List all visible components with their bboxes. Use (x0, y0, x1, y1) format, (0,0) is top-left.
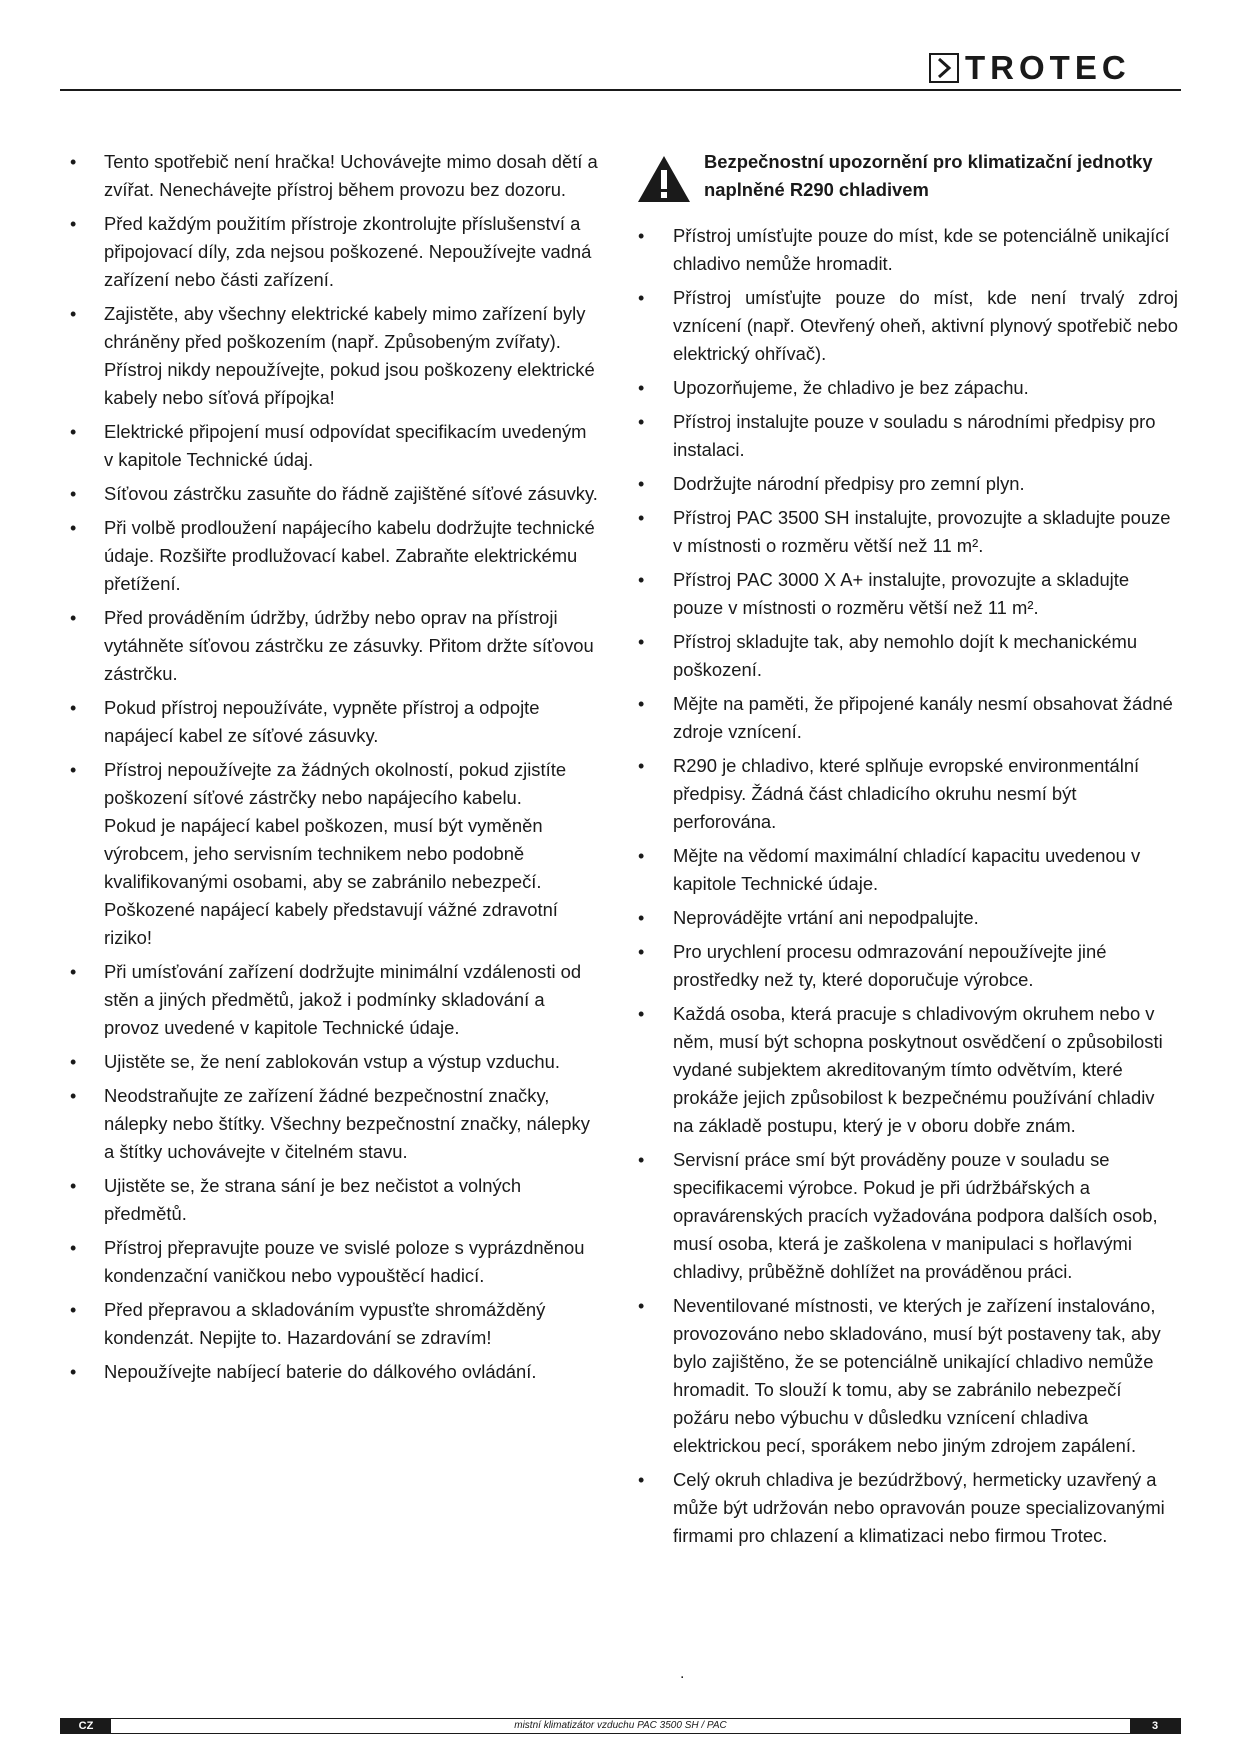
list-item: • Mějte na vědomí maximální chladící kapacitu uvedenou v kapitole Technické údaje. (636, 842, 1178, 898)
left-column (68, 148, 600, 1392)
list-item: • Tento spotřebič není hračka! Uchovávejte mimo dosah dětí a zvířat. Nenechávejte přístroj během provozu bez dozoru. (68, 148, 600, 204)
list-item: • Mějte na paměti, že připojené kanály nesmí obsahovat žádné zdroje vznícení. (636, 690, 1178, 746)
list-item: • Dodržujte národní předpisy pro zemní plyn. (636, 470, 1178, 498)
list-item: • Pokud přístroj nepoužíváte, vypněte přístroj a odpojte napájecí kabel ze síťové zásuvky. (68, 694, 600, 750)
right-column (636, 148, 1178, 1556)
list-item: • Každá osoba, která pracuje s chladivovým okruhem nebo v něm, musí být schopna poskytnout osvědčení o způsobilosti vydané subjektem akreditovaným tímto odvětvím, které prokáže jejich způsobilost k bezpečnému používání chladiv na základě postupu, který je v oboru dobře znám. (636, 1000, 1178, 1140)
list-item: • Servisní práce smí být prováděny pouze v souladu se specifikacemi výrobce. Pokud je při údržbářských a opravárenských pracích vyžadována podpora dalších osob, musí osoba, která je zaškolena v manipulaci s hořlavými chladivy, průběžně dohlížet na prováděnou práci. (636, 1146, 1178, 1286)
list-item: • Neodstraňujte ze zařízení žádné bezpečnostní značky, nálepky nebo štítky. Všechny bezpečnostní značky, nálepky a štítky uchovávejte v čitelném stavu. (68, 1082, 600, 1166)
list-item: • Celý okruh chladiva je bezúdržbový, hermeticky uzavřený a může být udržován nebo opravován pouze specializovanými firmami pro chlazení a klimatizaci nebo firmou Trotec. (636, 1466, 1178, 1550)
list-item: • Neprovádějte vrtání ani nepodpalujte. (636, 904, 1178, 932)
safety-list-left (68, 148, 600, 1386)
list-item: • Při volbě prodloužení napájecího kabelu dodržujte technické údaje. Rozšiřte prodlužovací kabel. Zabraňte elektrickému přetížení. (68, 514, 600, 598)
brand-name: TROTEC (965, 49, 1131, 86)
list-item: • Elektrické připojení musí odpovídat specifikacím uvedeným v kapitole Technické údaj. (68, 418, 600, 474)
page-number: 3 (1130, 1719, 1180, 1733)
list-item: • Přístroj instalujte pouze v souladu s národními předpisy pro instalaci. (636, 408, 1178, 464)
list-item: • Upozorňujeme, že chladivo je bez zápachu. (636, 374, 1178, 402)
list-item: • Síťovou zástrčku zasuňte do řádně zajištěné síťové zásuvky. (68, 480, 600, 508)
list-item: • Přístroj PAC 3500 SH instalujte, provozujte a skladujte pouze v místnosti o rozměru větší než 11 m². (636, 504, 1178, 560)
warning-title: Bezpečnostní upozornění pro klimatizační jednotky naplněné R290 chladivem (704, 151, 1153, 200)
warning-heading (636, 148, 1178, 204)
list-item: • Přístroj umísťujte pouze do míst, kde se potenciálně unikající chladivo nemůže hromadit. (636, 222, 1178, 278)
list-item: • Zajistěte, aby všechny elektrické kabely mimo zařízení byly chráněny před poškozením (např. Způsobeným zvířaty). Přístroj nikdy nepoužívejte, pokud jsou poškozeny elektrické kabely nebo síťová přípojka! (68, 300, 600, 412)
list-item: • Před prováděním údržby, údržby nebo oprav na přístroji vytáhněte síťovou zástrčku ze zásuvky. Přitom držte síťovou zástrčku. (68, 604, 600, 688)
list-item: • Pro urychlení procesu odmrazování nepoužívejte jiné prostředky než ty, které doporučuje výrobce. (636, 938, 1178, 994)
safety-list-right (636, 222, 1178, 1550)
list-item-continuation: Pokud je napájecí kabel poškozen, musí být vyměněn výrobcem, jeho servisním technikem nebo podobně kvalifikovanými osobami, aby se zabránilo nebezpečí. Poškozené napájecí kabely představují vážné zdravotní riziko! (104, 815, 558, 948)
list-item: • Neventilované místnosti, ve kterých je zařízení instalováno, provozováno nebo skladováno, musí být postaveny tak, aby bylo zajištěno, že se potenciálně unikající chladivo nemůže hromadit. To slouží k tomu, aby se zabránilo nebezpečí požáru nebo výbuchu v důsledku vznícení chladiva elektrickou pecí, sporákem nebo jiným zdrojem zapálení. (636, 1292, 1178, 1460)
list-item: • Ujistěte se, že strana sání je bez nečistot a volných předmětů. (68, 1172, 600, 1228)
list-item: • Ujistěte se, že není zablokován vstup a výstup vzduchu. (68, 1048, 600, 1076)
language-code: CZ (61, 1719, 111, 1733)
list-item: • Přístroj nepoužívejte za žádných okolností, pokud zjistíte poškození síťové zástrčky nebo napájecího kabelu. Pokud je napájecí kabel poškozen, musí být vyměněn výrobcem, jeho servisním technikem nebo podobně kvalifikovanými osobami, aby se zabránilo nebezpečí. Poškozené napájecí kabely představují vážné zdravotní riziko! (68, 756, 600, 952)
list-item: • Při umísťování zařízení dodržujte minimální vzdálenosti od stěn a jiných předmětů, jakož i podmínky skladování a provoz uvedené v kapitole Technické údaje. (68, 958, 600, 1042)
list-item: • Před každým použitím přístroje zkontrolujte příslušenství a připojovací díly, zda nejsou poškozené. Nepoužívejte vadná zařízení nebo části zařízení. (68, 210, 600, 294)
footer-title: mistní klimatizátor vzduchu PAC 3500 SH / PAC (514, 1720, 727, 1731)
list-item: • Přístroj skladujte tak, aby nemohlo dojít k mechanickému poškození. (636, 628, 1178, 684)
header-divider (60, 89, 1181, 91)
list-item: • Nepoužívejte nabíjecí baterie do dálkového ovládání. (68, 1358, 600, 1386)
list-item: • Před přepravou a skladováním vypusťte shromážděný kondenzát. Nepijte to. Hazardování se zdravím! (68, 1296, 600, 1352)
list-item: • Přístroj přepravujte pouze ve svislé poloze s vyprázdněnou kondenzační vaničkou nebo vypouštěcí hadicí. (68, 1234, 600, 1290)
warning-triangle-icon (636, 154, 692, 204)
list-item: • Přístroj PAC 3000 X A+ instalujte, provozujte a skladujte pouze v místnosti o rozměru větší než 11 m². (636, 566, 1178, 622)
chevron-right-icon (929, 53, 959, 83)
trotec-logo (929, 50, 1131, 86)
trailing-dot: . (680, 1665, 685, 1682)
list-item: • Přístroj umísťujte pouze do míst, kde není trvalý zdroj vznícení (např. Otevřený oheň, aktivní plynový spotřebič nebo elektrický ohřívač). (636, 284, 1178, 368)
list-item: • R290 je chladivo, které splňuje evropské environmentální předpisy. Žádná část chladicího okruhu nesmí být perforována. (636, 752, 1178, 836)
page-footer (60, 1718, 1181, 1734)
